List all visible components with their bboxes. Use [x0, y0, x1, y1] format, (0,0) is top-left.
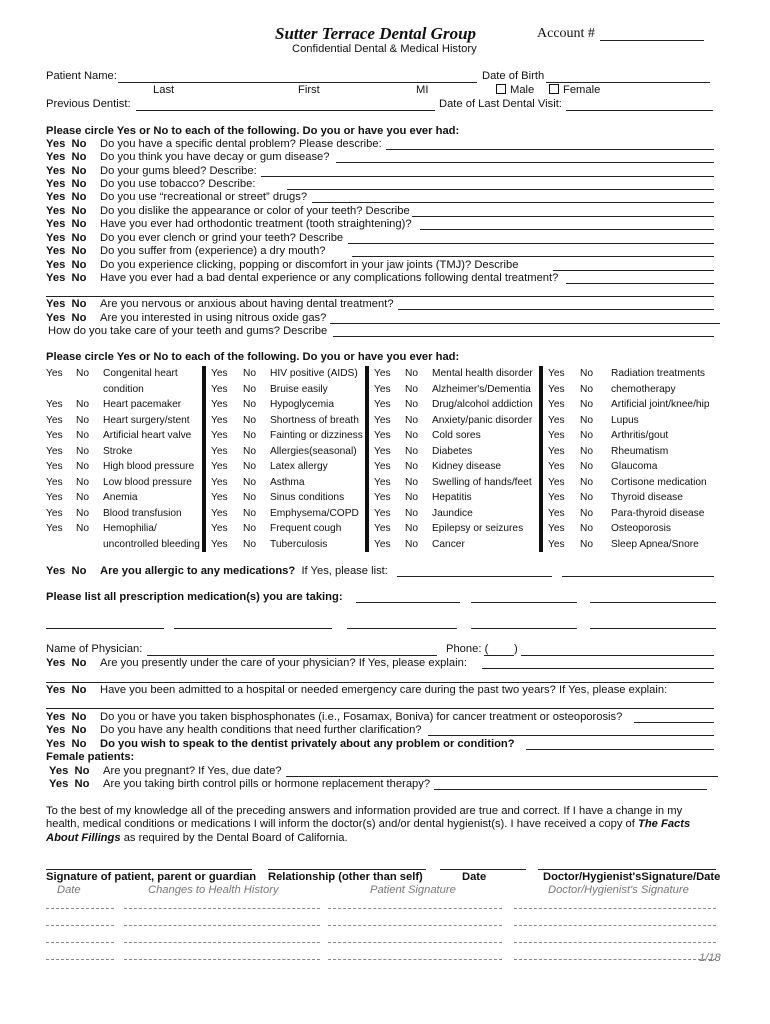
condition-no[interactable]: No [405, 383, 419, 395]
condition-label: Heart surgery/stent [103, 414, 190, 426]
condition-no[interactable]: No [243, 476, 257, 488]
condition-label: Frequent cough [270, 523, 342, 534]
doctor-hygienist-signature-header: Doctor/Hygienist's Signature [548, 884, 689, 896]
condition-no[interactable]: No [405, 538, 419, 550]
section2-heading: Please circle Yes or No to each of the following. Do you or have you ever had: [46, 351, 460, 363]
condition-no[interactable]: No [76, 507, 90, 519]
female-checkbox[interactable] [549, 84, 559, 94]
medication-line[interactable] [347, 628, 457, 629]
condition-label: Mental health disorder [432, 368, 533, 379]
column-divider [202, 366, 206, 552]
condition-yes[interactable]: Yes [548, 368, 565, 379]
phone-label: Phone: ( [446, 643, 489, 655]
condition-label: Kidney disease [432, 461, 502, 472]
date-label: Date [462, 871, 487, 883]
consent-line-3: About Fillings as required by the Dental Board of California. [46, 832, 348, 844]
condition-yes[interactable]: Yes [374, 476, 391, 488]
condition-no[interactable]: No [405, 414, 419, 426]
medication-line[interactable] [471, 628, 577, 629]
relationship-field[interactable] [268, 869, 426, 870]
condition-yes[interactable]: Yes [548, 383, 565, 395]
change-entry-line[interactable] [514, 959, 716, 960]
signature-field[interactable] [46, 869, 252, 870]
answer-line[interactable] [634, 722, 714, 723]
condition-label: uncontrolled bleeding [103, 538, 200, 550]
condition-no[interactable]: No [580, 368, 594, 379]
patient-name-label: Patient Name: [46, 70, 117, 82]
condition-yes[interactable]: Yes [211, 523, 228, 534]
answer-line[interactable] [397, 576, 552, 577]
condition-no[interactable]: No [580, 476, 594, 488]
condition-no[interactable]: No [580, 383, 594, 395]
bisphosphonates-question[interactable]: Yes No Do you or have you taken bisphosphonates (i.e., Fosamax, Boniva) for cancer treatment or osteoporosis? [46, 711, 623, 723]
condition-no[interactable]: No [76, 414, 90, 426]
change-entry-line[interactable] [46, 942, 114, 943]
condition-label: Sinus conditions [270, 492, 345, 503]
condition-no[interactable]: No [76, 523, 90, 534]
condition-yes[interactable]: Yes [548, 523, 565, 534]
answer-line[interactable] [312, 202, 714, 203]
condition-no[interactable]: No [580, 523, 594, 534]
condition-label: Sleep Apnea/Snore [611, 538, 699, 550]
condition-no[interactable]: No [405, 399, 419, 410]
sex-male-option[interactable]: Male [496, 84, 534, 96]
condition-label: Heart pacemaker [103, 399, 182, 410]
section1-heading: Please circle Yes or No to each of the following. Do you or have you ever had: [46, 125, 460, 137]
condition-label: Congenital heart [103, 368, 178, 379]
doctor-signature-field[interactable] [538, 869, 716, 870]
column-divider [539, 366, 543, 552]
page-number: 1/18 [699, 952, 721, 964]
answer-line[interactable] [287, 189, 714, 190]
dental-question-8[interactable]: Yes No Do you ever clench or grind your teeth? Describe [46, 232, 344, 244]
condition-label: Alzheimer's/Dementia [432, 383, 531, 395]
condition-yes[interactable]: Yes [211, 399, 228, 410]
condition-label: Low blood pressure [103, 476, 192, 488]
condition-yes[interactable]: Yes [211, 368, 228, 379]
condition-no[interactable]: No [243, 461, 257, 472]
condition-label: Stroke [103, 445, 133, 457]
dental-question-1[interactable]: Yes No Do you have a specific dental problem? Please describe: [46, 138, 382, 150]
change-entry-line[interactable] [124, 959, 320, 960]
dob-field[interactable] [546, 82, 710, 83]
condition-yes[interactable]: Yes [211, 383, 228, 395]
condition-yes[interactable]: Yes [548, 476, 565, 488]
change-entry-line[interactable] [514, 942, 716, 943]
male-checkbox[interactable] [496, 84, 506, 94]
change-entry-line[interactable] [328, 959, 502, 960]
condition-yes[interactable]: Yes [211, 538, 228, 550]
condition-yes[interactable]: Yes [46, 492, 63, 503]
condition-no[interactable]: No [243, 492, 257, 503]
hospital-question[interactable]: Yes No Have you been admitted to a hospital or needed emergency care during the past two years? If Yes, please explain: [46, 684, 668, 696]
dental-question-5[interactable]: Yes No Do you use “recreational or street” drugs? [46, 191, 308, 203]
last-visit-label: Date of Last Dental Visit: [439, 98, 562, 110]
condition-yes[interactable]: Yes [374, 507, 391, 519]
condition-label: Tuberculosis [270, 538, 328, 550]
condition-yes[interactable]: Yes [211, 507, 228, 519]
answer-line[interactable] [386, 149, 714, 150]
condition-label: condition [103, 383, 144, 395]
condition-no[interactable]: No [76, 368, 90, 379]
last-name-caption: Last [153, 84, 175, 96]
change-entry-line[interactable] [124, 942, 320, 943]
dental-question-9[interactable]: Yes No Do you suffer from (experience) a dry mouth? [46, 245, 326, 257]
condition-yes[interactable]: Yes [548, 399, 565, 410]
date-field[interactable] [440, 869, 526, 870]
medication-line[interactable] [590, 602, 716, 603]
condition-label: Glaucoma [611, 461, 658, 472]
other-health-question[interactable]: Yes No Do you have any health conditions that need further clarification? [46, 724, 422, 736]
column-divider [365, 366, 369, 552]
physician-care-question[interactable]: Yes No Are you presently under the care of your physician? If Yes, please explain: [46, 657, 467, 669]
dental-question-3[interactable]: Yes No Do your gums bleed? Describe: [46, 165, 257, 177]
phone-field[interactable] [521, 655, 714, 656]
condition-yes[interactable]: Yes [374, 445, 391, 457]
mi-caption: MI [416, 84, 429, 96]
condition-label: Cold sores [432, 430, 481, 441]
medication-line[interactable] [471, 602, 577, 603]
medication-line[interactable] [356, 602, 460, 603]
answer-line[interactable] [553, 270, 714, 271]
condition-label: Artificial joint/knee/hip [611, 399, 710, 410]
dental-question-2[interactable]: Yes No Do you think you have decay or gum disease? [46, 151, 330, 163]
condition-yes[interactable]: Yes [374, 368, 391, 379]
condition-yes[interactable]: Yes [374, 461, 391, 472]
condition-label: Para-thyroid disease [611, 507, 705, 519]
condition-no[interactable]: No [405, 492, 419, 503]
condition-yes[interactable]: Yes [548, 492, 565, 503]
condition-yes[interactable]: Yes [374, 430, 391, 441]
condition-no[interactable]: No [243, 368, 257, 379]
condition-label: Asthma [270, 476, 305, 488]
condition-label: Hypoglycemia [270, 399, 334, 410]
pregnant-question[interactable]: Yes No Are you pregnant? If Yes, due date? [49, 765, 282, 777]
condition-label: Fainting or dizziness [270, 430, 363, 441]
condition-no[interactable]: No [76, 399, 90, 410]
answer-line[interactable] [46, 296, 714, 297]
answer-line[interactable] [261, 176, 714, 177]
condition-label: chemotherapy [611, 383, 676, 395]
change-entry-line[interactable] [514, 925, 716, 926]
condition-no[interactable]: No [405, 461, 419, 472]
medication-line[interactable] [174, 628, 332, 629]
condition-no[interactable]: No [580, 445, 594, 457]
medication-line[interactable] [590, 628, 716, 629]
condition-yes[interactable]: Yes [211, 492, 228, 503]
condition-label: Emphysema/COPD [270, 507, 359, 519]
condition-no[interactable]: No [580, 399, 594, 410]
condition-label: Hepatitis [432, 492, 472, 503]
condition-no[interactable]: No [580, 538, 594, 550]
female-patients-heading: Female patients: [46, 751, 135, 763]
speak-privately-question[interactable]: Yes No Do you wish to speak to the dentist privately about any problem or condition? [46, 738, 515, 750]
condition-yes[interactable]: Yes [46, 368, 63, 379]
dental-question-11[interactable]: Yes No Have you ever had a bad dental experience or any complications following dental treatment? [46, 272, 559, 284]
condition-label: HIV positive (AIDS) [270, 368, 358, 379]
condition-label: Diabetes [432, 445, 473, 457]
condition-yes[interactable]: Yes [46, 414, 63, 426]
birth-control-question[interactable]: Yes No Are you taking birth control pills or hormone replacement therapy? [49, 778, 431, 790]
dob-label: Date of Birth [482, 70, 545, 82]
answer-line[interactable] [434, 789, 707, 790]
answer-line[interactable] [398, 309, 714, 310]
condition-yes[interactable]: Yes [548, 538, 565, 550]
condition-yes[interactable]: Yes [46, 461, 63, 472]
condition-no[interactable]: No [580, 461, 594, 472]
condition-label: Allergies(seasonal) [270, 445, 357, 457]
condition-no[interactable]: No [580, 507, 594, 519]
condition-yes[interactable]: Yes [46, 399, 63, 410]
condition-yes[interactable]: Yes [211, 461, 228, 472]
relationship-label: Relationship (other than self) [268, 871, 423, 883]
nitrous-question[interactable]: Yes No Are you interested in using nitrous oxide gas? [46, 312, 327, 324]
condition-yes[interactable]: Yes [374, 523, 391, 534]
condition-label: Lupus [611, 414, 639, 426]
answer-line[interactable] [330, 323, 720, 324]
condition-yes[interactable]: Yes [548, 414, 565, 426]
condition-label: Rheumatism [611, 445, 669, 457]
prescription-label: Please list all prescription medication(s) you are taking: [46, 591, 343, 603]
condition-no[interactable]: No [580, 492, 594, 503]
answer-line[interactable] [428, 735, 714, 736]
condition-no[interactable]: No [243, 538, 257, 550]
condition-no[interactable]: No [243, 523, 257, 534]
condition-yes[interactable]: Yes [46, 523, 63, 534]
condition-no[interactable]: No [405, 430, 419, 441]
condition-yes[interactable]: Yes [46, 476, 63, 488]
consent-line-2: health, medical conditions or medications I will inform the doctor(s) and/or dental hygienist(s). I have received a copy of The Facts [46, 818, 691, 830]
answer-line[interactable] [336, 162, 714, 163]
condition-yes[interactable]: Yes [46, 430, 63, 441]
condition-yes[interactable]: Yes [548, 507, 565, 519]
change-entry-line[interactable] [328, 942, 502, 943]
condition-no[interactable]: No [76, 476, 90, 488]
condition-yes[interactable]: Yes [374, 399, 391, 410]
change-entry-line[interactable] [124, 908, 320, 909]
condition-label: Cancer [432, 538, 465, 550]
answer-line[interactable] [562, 576, 714, 577]
condition-label: Latex allergy [270, 461, 328, 472]
prev-dentist-field[interactable] [136, 110, 435, 111]
changes-header: Changes to Health History [148, 884, 279, 896]
dental-question-7[interactable]: Yes No Have you ever had orthodontic treatment (tooth straightening)? [46, 218, 412, 230]
condition-label: Drug/alcohol addiction [432, 399, 533, 410]
patient-name-field[interactable] [118, 82, 477, 83]
consent-line-1: To the best of my knowledge all of the preceding answers and information provided are true and correct. If I have a change in my [46, 805, 683, 817]
change-entry-line[interactable] [124, 925, 320, 926]
condition-no[interactable]: No [405, 368, 419, 379]
condition-label: Anxiety/panic disorder [432, 414, 533, 426]
account-field[interactable] [600, 40, 704, 41]
physician-field[interactable] [147, 655, 437, 656]
change-entry-line[interactable] [46, 959, 114, 960]
condition-yes[interactable]: Yes [548, 461, 565, 472]
condition-label: Bruise easily [270, 383, 328, 395]
condition-label: Anemia [103, 492, 138, 503]
change-entry-line[interactable] [46, 908, 114, 909]
condition-yes[interactable]: Yes [211, 476, 228, 488]
changes-date-header: Date [57, 884, 81, 896]
change-entry-line[interactable] [328, 925, 502, 926]
condition-no[interactable]: No [243, 383, 257, 395]
answer-line[interactable] [566, 283, 714, 284]
physician-label: Name of Physician: [46, 643, 143, 655]
condition-no[interactable]: No [243, 445, 257, 457]
phone-area-field[interactable] [484, 655, 514, 656]
first-name-caption: First [298, 84, 320, 96]
condition-yes[interactable]: Yes [46, 445, 63, 457]
answer-line[interactable] [46, 682, 714, 683]
answer-line[interactable] [482, 668, 714, 669]
condition-no[interactable]: No [405, 445, 419, 457]
form-subtitle: Confidential Dental & Medical History [292, 43, 477, 55]
answer-line[interactable] [333, 336, 714, 337]
nervous-question[interactable]: Yes No Are you nervous or anxious about having dental treatment? [46, 298, 394, 310]
condition-no[interactable]: No [76, 461, 90, 472]
condition-yes[interactable]: Yes [211, 430, 228, 441]
patient-signature-header: Patient Signature [370, 884, 456, 896]
condition-no[interactable]: No [243, 507, 257, 519]
signature-label: Signature of patient, parent or guardian [46, 871, 257, 883]
allergic-question[interactable]: Yes No Are you allergic to any medications? If Yes, please list: [46, 565, 388, 577]
medication-line[interactable] [46, 628, 164, 629]
condition-no[interactable]: No [76, 492, 90, 503]
condition-label: Artificial heart valve [103, 430, 192, 441]
condition-label: Jaundice [432, 507, 473, 519]
condition-label: Cortisone medication [611, 476, 707, 488]
answer-line[interactable] [420, 229, 714, 230]
condition-label: Hemophilia/ [103, 523, 157, 534]
condition-no[interactable]: No [405, 507, 419, 519]
condition-no[interactable]: No [405, 523, 419, 534]
condition-no[interactable]: No [580, 414, 594, 426]
prev-dentist-label: Previous Dentist: [46, 98, 131, 110]
condition-yes[interactable]: Yes [374, 538, 391, 550]
condition-yes[interactable]: Yes [46, 507, 63, 519]
condition-label: Osteoporosis [611, 523, 672, 534]
condition-yes[interactable]: Yes [548, 445, 565, 457]
condition-no[interactable]: No [76, 445, 90, 457]
last-visit-field[interactable] [566, 110, 713, 111]
practice-title: Sutter Terrace Dental Group [275, 24, 477, 43]
answer-line[interactable] [526, 749, 714, 750]
condition-label: Radiation treatments [611, 368, 706, 379]
condition-no[interactable]: No [243, 399, 257, 410]
condition-label: Thyroid disease [611, 492, 683, 503]
condition-label: High blood pressure [103, 461, 195, 472]
condition-no[interactable]: No [405, 476, 419, 488]
answer-line[interactable] [412, 216, 714, 217]
sex-female-option[interactable]: Female [549, 84, 600, 96]
phone-close-paren: ) [514, 643, 518, 655]
condition-yes[interactable]: Yes [548, 430, 565, 441]
condition-label: Epilepsy or seizures [432, 523, 524, 534]
change-entry-line[interactable] [514, 908, 716, 909]
answer-line[interactable] [352, 256, 714, 257]
account-label: Account # [537, 26, 595, 41]
condition-label: Arthritis/gout [611, 430, 669, 441]
care-question: How do you take care of your teeth and gums? Describe [48, 325, 328, 337]
condition-yes[interactable]: Yes [374, 492, 391, 503]
condition-label: Swelling of hands/feet [432, 476, 532, 488]
condition-no[interactable]: No [243, 414, 257, 426]
condition-yes[interactable]: Yes [374, 383, 391, 395]
dental-question-4[interactable]: Yes No Do you use tobacco? Describe: [46, 178, 256, 190]
answer-line[interactable] [348, 243, 714, 244]
condition-no[interactable]: No [243, 430, 257, 441]
condition-label: Blood transfusion [103, 507, 182, 519]
condition-yes[interactable]: Yes [211, 414, 228, 426]
condition-label: Shortness of breath [270, 414, 359, 426]
dental-question-6[interactable]: Yes No Do you dislike the appearance or color of your teeth? Describe [46, 205, 410, 217]
answer-line[interactable] [46, 708, 714, 709]
condition-no[interactable]: No [580, 430, 594, 441]
answer-line[interactable] [286, 776, 718, 777]
condition-yes[interactable]: Yes [374, 414, 391, 426]
change-entry-line[interactable] [328, 908, 502, 909]
doctor-signature-label: Doctor/Hygienist'sSignature/Date [543, 871, 721, 883]
condition-no[interactable]: No [76, 430, 90, 441]
dental-question-10[interactable]: Yes No Do you experience clicking, popping or discomfort in your jaw joints (TMJ)? Describe [46, 259, 519, 271]
condition-yes[interactable]: Yes [211, 445, 228, 457]
change-entry-line[interactable] [46, 925, 114, 926]
